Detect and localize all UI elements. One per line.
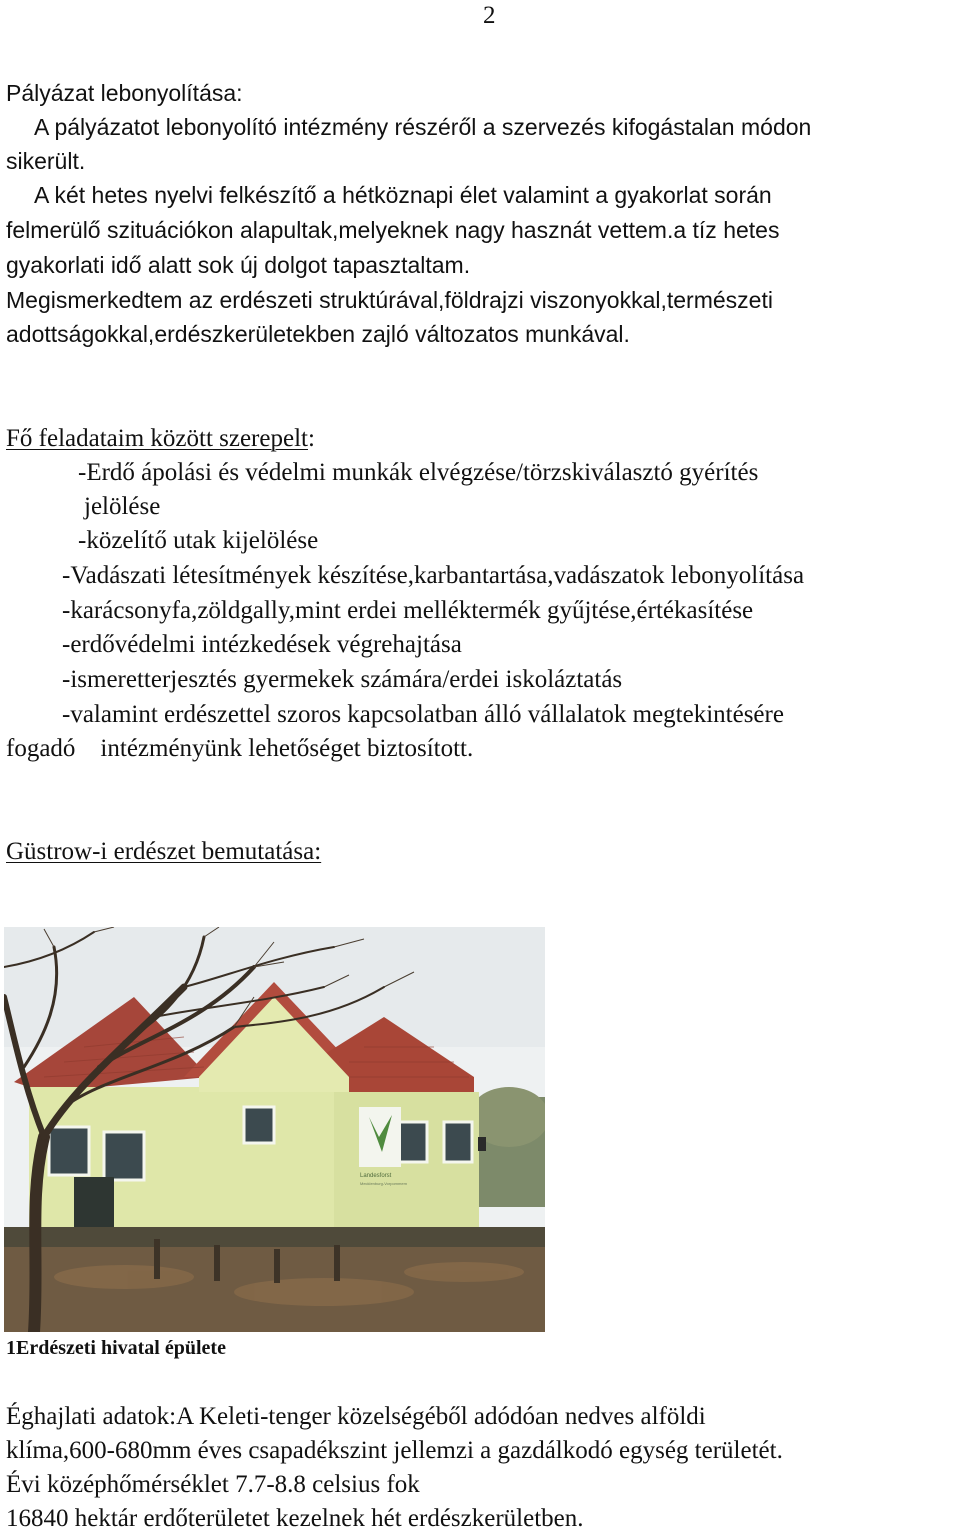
climate-line: Éghajlati adatok:A Keleti-tenger közelségéből adódóan nedves alföldi [6,1403,706,1430]
paragraph-line: A két hetes nyelvi felkészítő a hétköznapi élet valamint a gyakorlat során [34,182,772,208]
task-item: -erdővédelmi intézkedések végrehajtása [62,631,462,658]
task-item: -Erdő ápolási és védelmi munkák elvégzése/törzskiválasztó gyérítés [78,459,759,486]
climate-line: 16840 hektár erdőterületet kezelnek hét erdészkerületben. [6,1505,584,1532]
climate-line: klíma,600-680mm éves csapadékszint jellemzi a gazdálkodó egység területét. [6,1437,783,1464]
paragraph-line: felmerülő szituációkon alapultak,melyeknek nagy hasznát vettem.a tíz hetes [6,217,780,243]
photo-caption: 1Erdészeti hivatal épülete [6,1337,226,1359]
task-item: -közelítő utak kijelölése [78,527,319,554]
task-item: -karácsonyfa,zöldgally,mint erdei melléktermék gyűjtése,értékasítése [62,597,754,624]
section-heading-lebonyolitas: Pályázat lebonyolítása: [6,80,243,106]
paragraph-line: sikerült. [6,148,86,174]
section-heading-feladatok-text: Fő feladataim között szerepelt [6,425,308,452]
section-heading-gustrow: Güstrow-i erdészet bemutatása: [6,838,322,865]
section-heading-feladatok [6,425,315,453]
climate-line: Évi középhőmérséklet 7.7-8.8 celsius fok [6,1471,420,1498]
page-number: 2 [483,2,496,29]
forestry-office-photo [4,927,545,1332]
paragraph-line: A pályázatot lebonyolító intézmény részéről a szervezés kifogástalan módon [34,114,812,140]
section-heading-colon: : [307,425,315,452]
photo-sign-subtext: Mecklenburg-Vorpommern [360,1181,408,1186]
task-item: -ismeretterjesztés gyermekek számára/erdei iskoláztatás [62,666,623,693]
paragraph-line: adottságokkal,erdészkerületekben zajló változatos munkával. [6,321,630,347]
task-item: fogadó intézményünk lehetőséget biztosított. [6,735,474,762]
task-item: jelölése [84,493,161,520]
task-item: -valamint erdészettel szoros kapcsolatban álló vállalatok megtekintésére [62,701,784,728]
paragraph-line: Megismerkedtem az erdészeti struktúrával,földrajzi viszonyokkal,természeti [6,287,773,313]
task-item: -Vadászati létesítmények készítése,karbantartása,vadászatok lebonyolítása [62,562,805,589]
photo-sign-text: Landesforst [360,1173,392,1179]
paragraph-line: gyakorlati idő alatt sok új dolgot tapasztaltam. [6,252,471,278]
